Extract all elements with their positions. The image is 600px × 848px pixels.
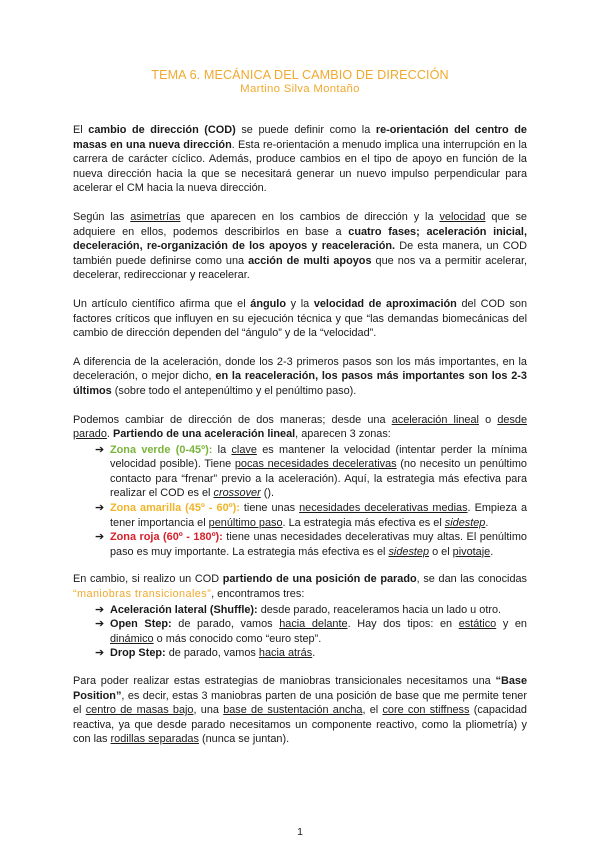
text: . xyxy=(485,516,489,529)
paragraph-phases xyxy=(73,210,527,283)
paragraph-cod-definition xyxy=(73,123,527,196)
text: (sobre todo el antepenúltimo y el penúltimo paso). xyxy=(111,384,357,397)
bold-text: partiendo de una posición de parado xyxy=(222,573,417,586)
bold-text: Aceleración lateral (Shuffle): xyxy=(110,603,258,616)
text: Un artículo científico afirma que el xyxy=(73,297,251,310)
underlined-text: desde parado xyxy=(73,413,528,441)
arrow-icon: ➔ xyxy=(95,603,105,616)
bold-text: re-orientación del centro de masas en una nueva dirección xyxy=(73,124,527,151)
underlined-text: estático xyxy=(458,618,497,631)
italic-underlined-text: crossover xyxy=(213,487,261,500)
arrow-icon: ➔ xyxy=(95,618,105,631)
bold-text: acción de multi apoyos xyxy=(248,254,372,267)
text: En cambio, si realizo un COD xyxy=(73,573,223,586)
text: , se dan las conocidas xyxy=(416,573,528,586)
underlined-text: core con stiffness xyxy=(382,704,470,717)
underlined-text: penúltimo paso xyxy=(208,516,283,529)
underlined-text: pivotaje xyxy=(452,545,491,558)
text: , una xyxy=(193,704,224,717)
underlined-text: hacia delante xyxy=(279,618,348,631)
text: de parado, vamos xyxy=(165,647,259,660)
text: es mantener la velocidad (intentar perder la mínima velocidad posible). Tiene xyxy=(110,443,527,471)
list-item-red-zone xyxy=(95,530,527,559)
text: del COD son factores críticos que influyen en su ejecución técnica y que “las demandas biomecánicas del cambio de dirección dependen del “ángulo” y de la “velocidad”. xyxy=(73,297,528,340)
text: , el xyxy=(362,704,383,717)
text: Para poder realizar estas estrategias de maniobras transicionales necesitamos una xyxy=(73,675,496,687)
text: o el xyxy=(429,545,453,558)
underlined-text: pocas necesidades decelerativas xyxy=(234,458,397,471)
zones-list xyxy=(73,443,527,560)
text: . Esta re-orientación a menudo implica una interrupción en la carrera de carácter cíclico. Además, produce cambios en el tipo de apoyo en función de la nueva dirección hacia la que se necesitará generar un nuevo impulso perpendicular para acelerar el CM hacia la nueva dirección. xyxy=(73,138,527,195)
text: que aparecen en los cambios de dirección y la xyxy=(180,210,440,223)
list-item-green-zone xyxy=(95,443,527,501)
paragraph-two-ways xyxy=(73,413,527,442)
text: , es decir, estas 3 maniobras parten de una posición de base que me permite tener el xyxy=(73,689,527,717)
text: (no necesito un penúltimo contacto para “frenar” previo a la aceleración). Aquí, la estrategia más efectiva para realizar el COD es el xyxy=(110,458,527,500)
zone-label-green: Zona verde (0-45º): xyxy=(110,443,213,456)
text: El xyxy=(73,124,89,136)
zone-label-red: Zona roja (60º - 180º): xyxy=(110,531,223,544)
arrow-icon: ➔ xyxy=(95,531,105,544)
text: Según las xyxy=(73,210,131,223)
highlight-text: “maniobras transicionales” xyxy=(73,588,212,601)
arrow-icon: ➔ xyxy=(95,647,105,660)
document-author: Martino Silva Montaño xyxy=(240,83,360,95)
underlined-text: asimetrías xyxy=(130,210,181,223)
bold-text: Open Step: xyxy=(110,618,172,631)
text: se puede definir como la xyxy=(235,124,376,136)
title-block xyxy=(73,68,527,95)
underlined-text: necesidades decelerativas medias xyxy=(299,502,468,515)
bold-text: en la reaceleración, los pasos más importantes son los 2-3 últimos xyxy=(73,370,527,397)
list-item-yellow-zone xyxy=(95,501,527,530)
paragraph-standing-start xyxy=(73,572,527,601)
page-number: 1 xyxy=(297,826,303,838)
list-item-shuffle xyxy=(95,603,527,618)
text: Podemos cambiar de dirección de dos maneras; desde una xyxy=(73,413,392,426)
text: y la xyxy=(286,297,314,310)
bold-text: Drop Step: xyxy=(110,647,166,660)
bold-text: cambio de dirección (COD) xyxy=(88,124,236,136)
maneuvers-list xyxy=(73,603,527,661)
underlined-text: base de sustentación ancha xyxy=(223,704,363,717)
underlined-text: clave xyxy=(231,443,257,456)
text: . Hay dos tipos: en xyxy=(347,618,459,631)
text: o xyxy=(478,413,498,426)
underlined-text: rodillas separadas xyxy=(110,733,199,746)
bold-text: cuatro fases; aceleración inicial, deceleración, re-organización de los apoyos y reaceleración. xyxy=(73,225,527,253)
paragraph-last-steps xyxy=(73,355,527,399)
underlined-text: aceleración lineal xyxy=(391,413,479,426)
list-item-drop-step xyxy=(95,646,527,661)
paragraph-base-position xyxy=(73,674,527,747)
text: tiene unas necesidades decelerativas muy altas. El penúltimo paso es muy importante. La estrategia más efectiva es el xyxy=(110,531,527,558)
text: y en xyxy=(496,618,527,631)
text: . Empieza a tener importancia el xyxy=(110,502,527,529)
bold-text: “Base Position” xyxy=(73,675,527,702)
bold-text: velocidad de aproximación xyxy=(313,297,457,310)
text: . xyxy=(490,545,494,558)
bold-text: Partiendo de una aceleración lineal xyxy=(112,428,296,441)
zone-label-yellow: Zona amarilla (45º - 60º): xyxy=(110,502,240,515)
arrow-icon: ➔ xyxy=(95,443,105,456)
italic-underlined-text: sidestep xyxy=(388,545,430,558)
text: o más conocido como “euro step”. xyxy=(153,632,322,645)
text: , aparecen 3 zonas: xyxy=(295,428,391,441)
text: . xyxy=(106,428,113,441)
text: tiene unas xyxy=(239,502,300,515)
text: De esta manera, un COD también puede definirse como una xyxy=(73,240,527,267)
arrow-icon: ➔ xyxy=(95,502,105,515)
text: (nunca se juntan). xyxy=(198,733,290,746)
text: (). xyxy=(260,487,275,500)
list-item-open-step xyxy=(95,617,527,646)
bold-text: ángulo xyxy=(250,297,286,310)
text: (capacidad reactiva, ya que desde parado necesitamos un componente reactivo, como la pliometría) y con las xyxy=(73,704,527,746)
text: que se adquiere en ellos, podemos describirlos en base a xyxy=(73,210,527,238)
text: de parado, vamos xyxy=(171,618,280,631)
italic-underlined-text: sidestep xyxy=(444,516,486,529)
text: , encontramos tres: xyxy=(211,588,305,601)
text: . La estrategia más efectiva es el xyxy=(282,516,445,529)
text: . xyxy=(312,647,316,660)
text: que nos va a permitir acelerar, decelerar, redireccionar y reacelerar. xyxy=(73,254,527,282)
text: A diferencia de la aceleración, donde los 2-3 primeros pasos son los más importantes, en la deceleración, o mejor dicho, xyxy=(73,355,527,383)
text: desde parado, reaceleramos hacia un lado u otro. xyxy=(257,603,502,616)
underlined-text: dinámico xyxy=(110,632,154,645)
document-title: TEMA 6. MECÁNICA DEL CAMBIO DE DIRECCIÓN xyxy=(151,68,449,82)
paragraph-angle-velocity xyxy=(73,297,527,341)
text: la xyxy=(212,443,232,456)
underlined-text: centro de masas bajo xyxy=(85,704,194,717)
underlined-text: hacia atrás xyxy=(258,647,313,660)
underlined-text: velocidad xyxy=(439,210,486,223)
